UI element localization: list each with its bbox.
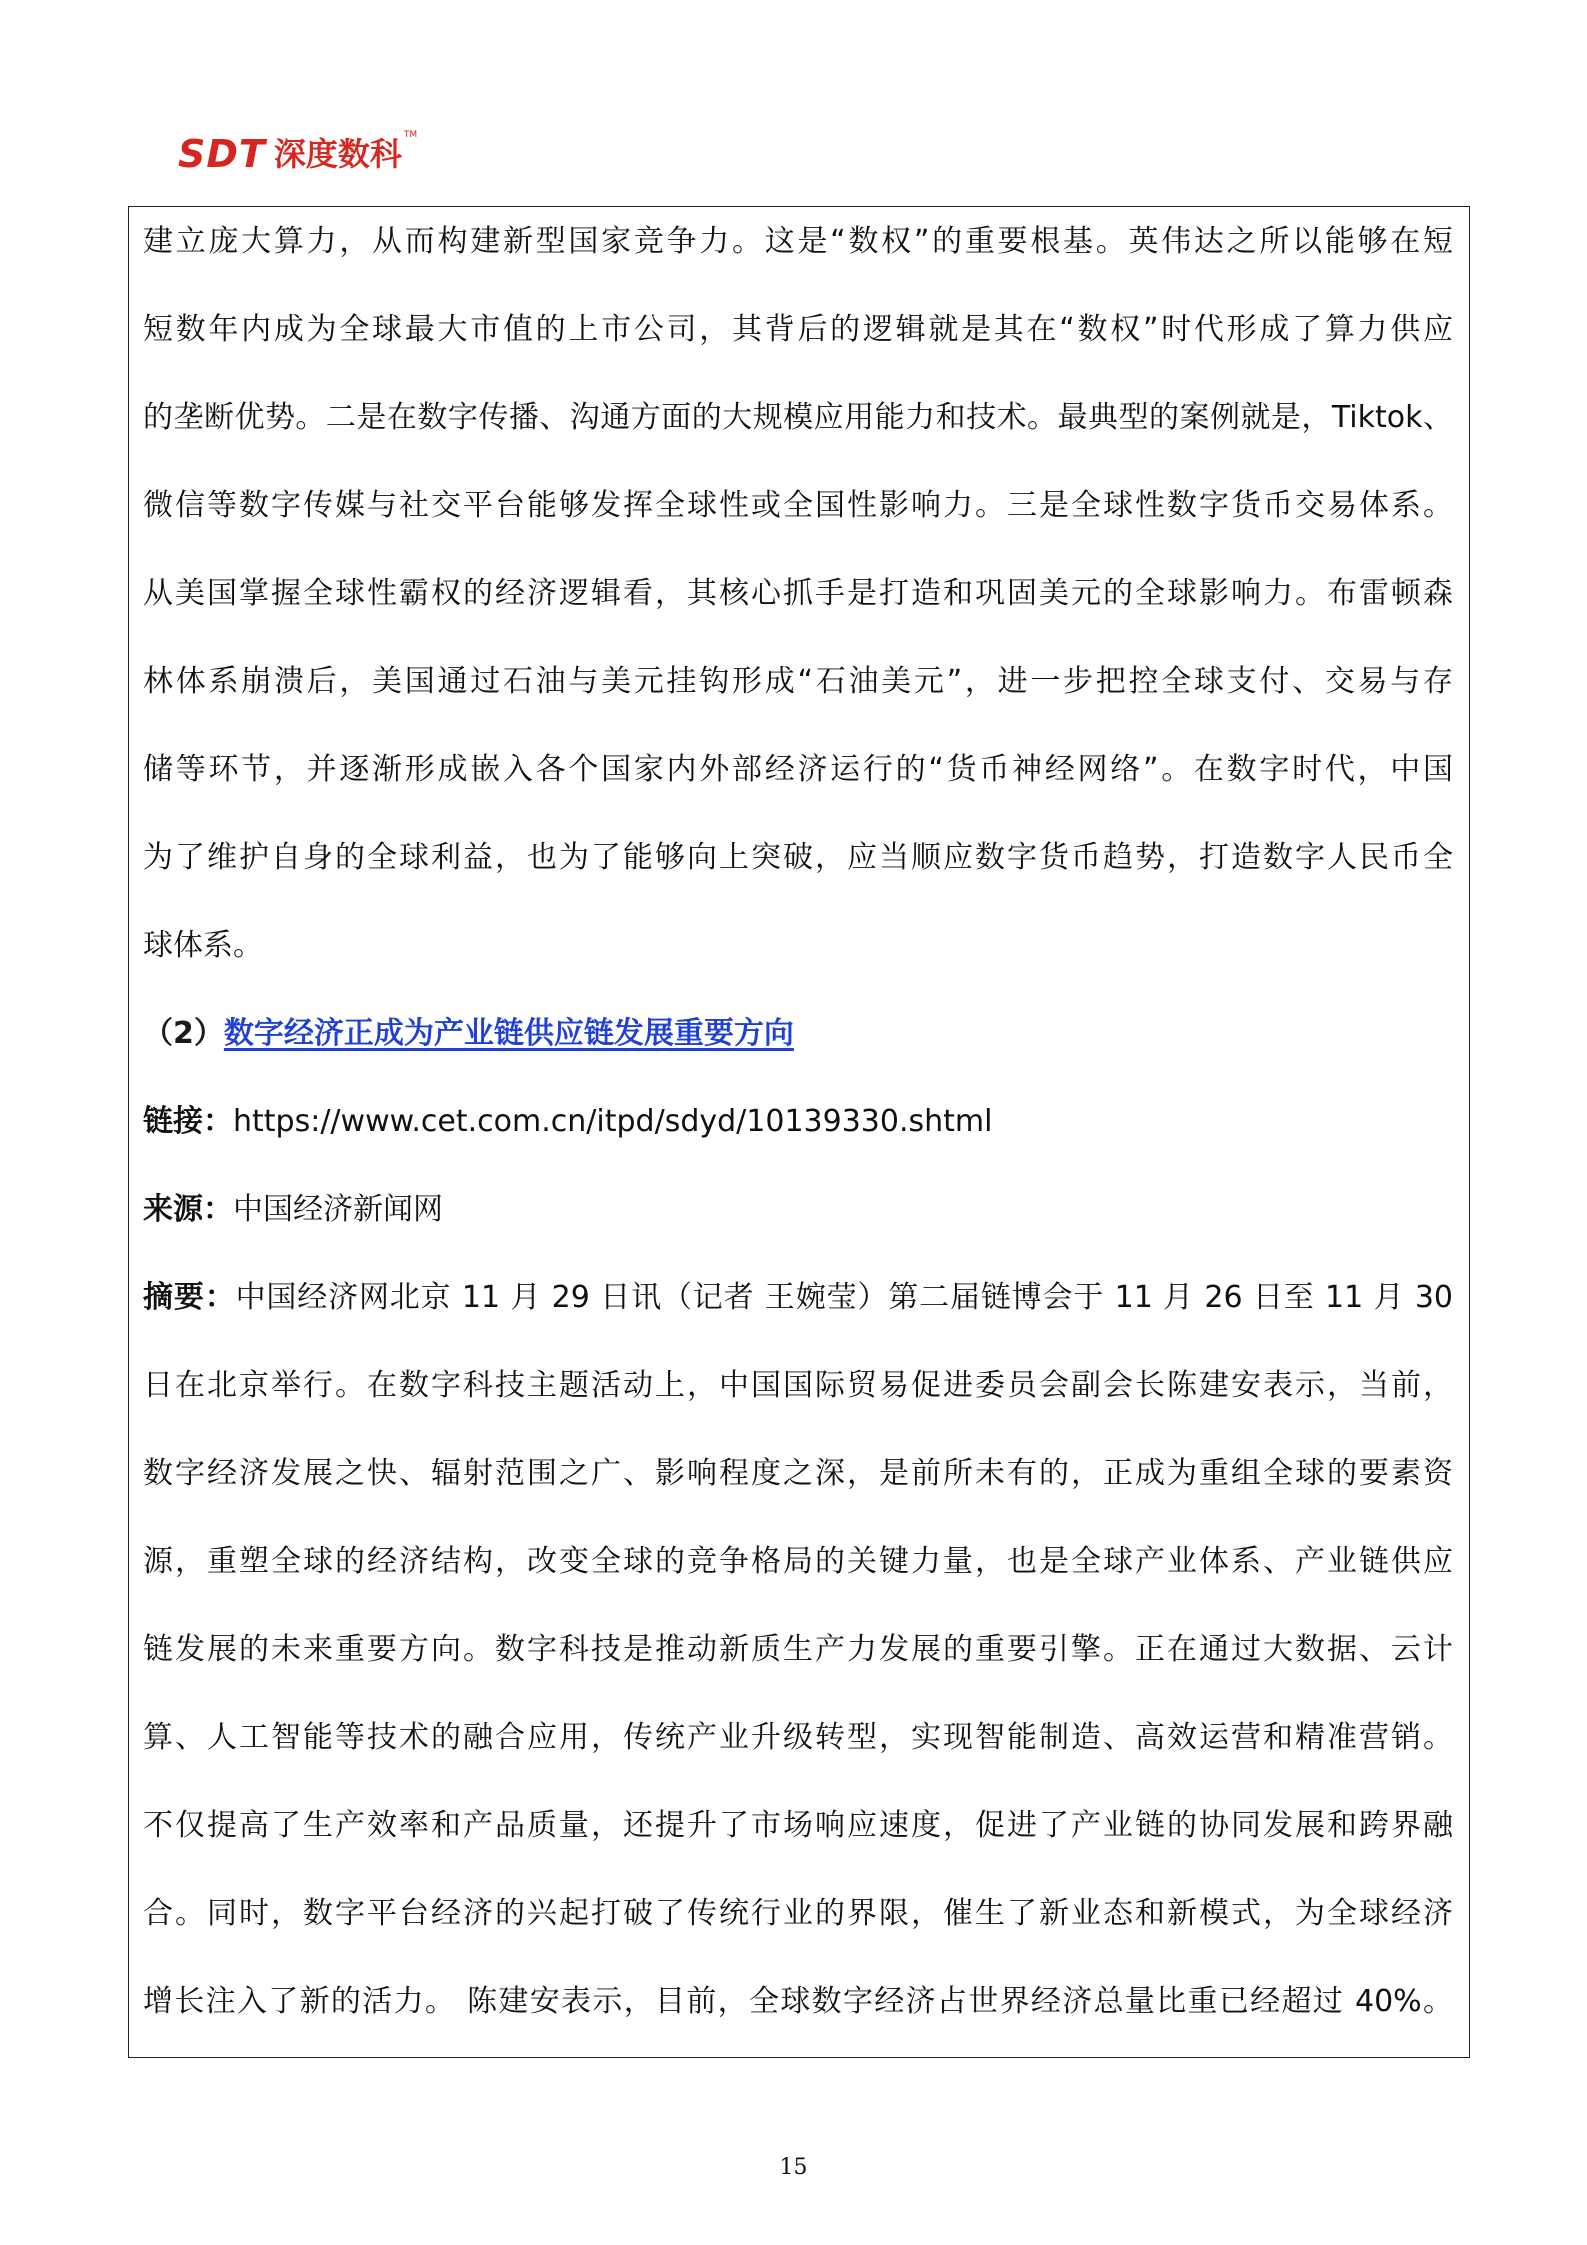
body-line: 球体系。 (143, 928, 263, 963)
article-title-link[interactable]: 数字经济正成为产业链供应链发展重要方向 (223, 1016, 794, 1051)
body-line: 为了维护自身的全球利益，也为了能够向上突破，应当顺应数字货币趋势，打造数字人民币全 (143, 840, 1453, 875)
document-body (143, 208, 1453, 2056)
article-link-row (143, 1088, 1453, 1176)
summary-line: 算、人工智能等技术的融合应用，传统产业升级转型，实现智能制造、高效运营和精准营销。 (143, 1720, 1453, 1755)
article-summary-first-line (143, 1264, 1453, 1352)
article-number: （2） (143, 1016, 224, 1051)
logo-mark: SDT (178, 132, 266, 176)
body-line: 林体系崩溃后，美国通过石油与美元挂钩形成“石油美元”，进一步把控全球支付、交易与存 (143, 664, 1453, 699)
article-heading (143, 1000, 1453, 1088)
summary-line: 增长注入了新的活力。 陈建安表示，目前，全球数字经济占世界经济总量比重已经超过 40%。 (143, 1984, 1453, 2019)
article-source-row (143, 1176, 1453, 1264)
logo-name: 深度数科 (273, 135, 402, 173)
summary-line: 日在北京举行。在数字科技主题活动上，中国国际贸易促进委员会副会长陈建安表示，当前， (143, 1368, 1453, 1403)
summary-label: 摘要： (143, 1280, 236, 1315)
summary-text: 中国经济网北京 11 月 29 日讯（记者 王婉莹）第二届链博会于 11 月 26 日至 11 月 30 (235, 1280, 1454, 1315)
body-line: 建立庞大算力，从而构建新型国家竞争力。这是“数权”的重要根基。英伟达之所以能够在短 (143, 224, 1453, 259)
body-line: 微信等数字传媒与社交平台能够发挥全球性或全国性影响力。三是全球性数字货币交易体系。 (143, 488, 1453, 523)
body-line: 从美国掌握全球性霸权的经济逻辑看，其核心抓手是打造和巩固美元的全球影响力。布雷顿森 (143, 576, 1453, 611)
body-line: 的垄断优势。二是在数字传播、沟通方面的大规模应用能力和技术。最典型的案例就是，Tiktok、 (143, 400, 1453, 435)
link-url[interactable]: https://www.cet.com.cn/itpd/sdyd/10139330.shtml (233, 1104, 993, 1139)
company-logo (178, 130, 417, 174)
summary-line: 源，重塑全球的经济结构，改变全球的竞争格局的关键力量，也是全球产业体系、产业链供应 (143, 1544, 1453, 1579)
link-label: 链接： (143, 1104, 233, 1139)
source-value: 中国经济新闻网 (233, 1192, 443, 1227)
body-line: 短数年内成为全球最大市值的上市公司，其背后的逻辑就是其在“数权”时代形成了算力供应 (143, 312, 1453, 347)
summary-line: 数字经济发展之快、辐射范围之广、影响程度之深，是前所未有的，正成为重组全球的要素资 (143, 1456, 1453, 1491)
body-line: 储等环节，并逐渐形成嵌入各个国家内外部经济运行的“货币神经网络”。在数字时代，中国 (143, 752, 1453, 787)
page-number: 15 (779, 2155, 808, 2180)
logo-trademark: TM (403, 130, 418, 140)
summary-line: 不仅提高了生产效率和产品质量，还提升了市场响应速度，促进了产业链的协同发展和跨界融 (143, 1808, 1453, 1843)
summary-line: 合。同时，数字平台经济的兴起打破了传统行业的界限，催生了新业态和新模式，为全球经济 (143, 1896, 1453, 1931)
summary-line: 链发展的未来重要方向。数字科技是推动新质生产力发展的重要引擎。正在通过大数据、云计 (143, 1632, 1453, 1667)
source-label: 来源： (143, 1192, 233, 1227)
